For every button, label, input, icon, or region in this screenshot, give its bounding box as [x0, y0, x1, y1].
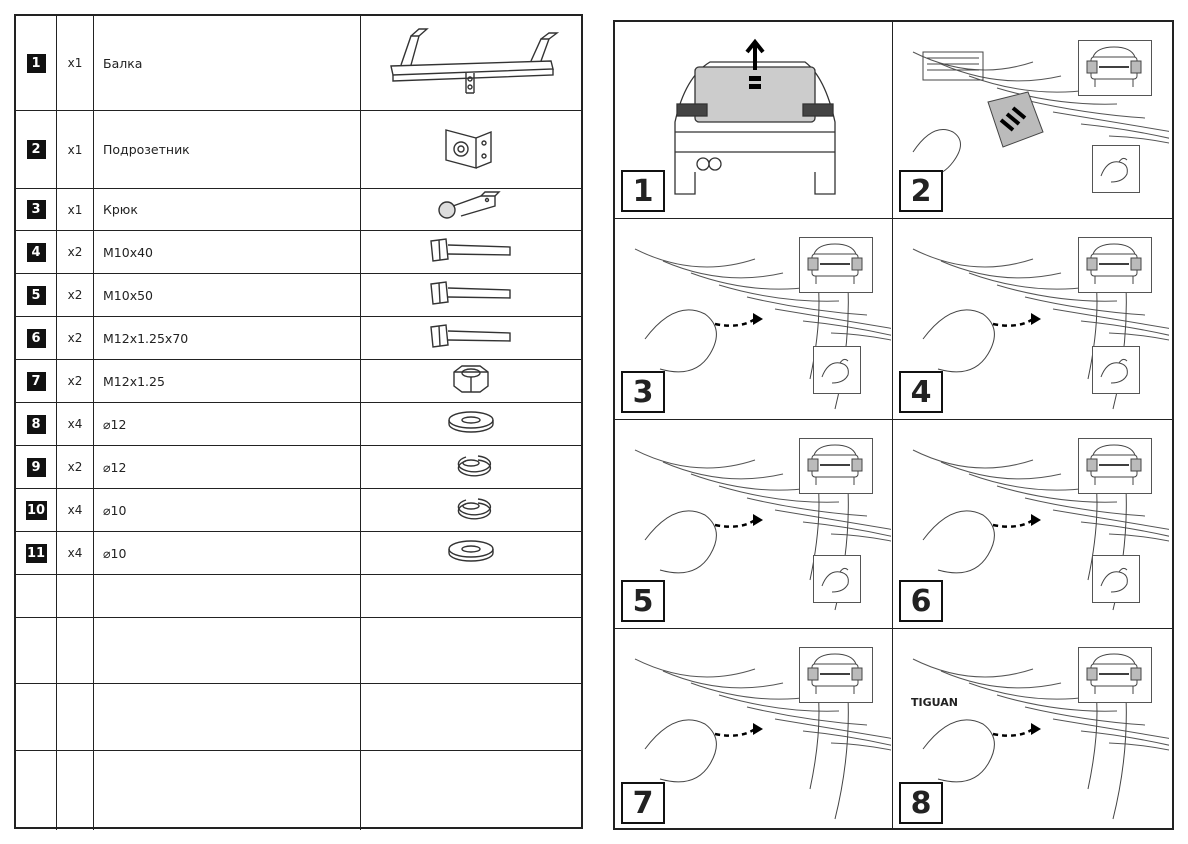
part-number-cell	[16, 16, 57, 110]
part-image-cell	[361, 446, 581, 488]
part-number: 6	[27, 329, 46, 348]
step-number: 4	[899, 371, 943, 413]
part-name	[94, 751, 361, 830]
hand-tool-thumbnail-icon	[813, 346, 861, 394]
part-number: 11	[26, 545, 46, 561]
washer-icon	[441, 538, 501, 568]
part-quantity: x2	[57, 317, 94, 359]
part-quantity: x1	[57, 16, 94, 110]
part-quantity: x1	[57, 189, 94, 230]
part-number-cell	[16, 360, 57, 402]
hand-tool-thumbnail-icon	[1092, 555, 1140, 603]
part-number-cell	[16, 231, 57, 273]
parts-row	[16, 231, 581, 274]
part-image-cell	[361, 16, 581, 110]
part-quantity: x2	[57, 360, 94, 402]
part-image-cell	[361, 618, 581, 683]
part-number-cell	[16, 403, 57, 445]
part-number-cell	[16, 751, 57, 830]
vehicle-location-thumbnail-icon	[799, 438, 873, 494]
part-number-cell	[16, 317, 57, 359]
part-number: 4	[27, 243, 46, 262]
parts-row	[16, 489, 581, 532]
part-name: M12x1.25	[94, 360, 361, 402]
spring-washer-icon	[446, 494, 496, 526]
part-quantity: x4	[57, 532, 94, 574]
part-number-cell	[16, 618, 57, 683]
part-number-cell	[16, 575, 57, 617]
part-number: 10	[26, 502, 46, 518]
hand-tool-thumbnail-icon	[813, 555, 861, 603]
part-quantity: x4	[57, 403, 94, 445]
part-name: ⌀10	[94, 489, 361, 531]
parts-table	[14, 14, 583, 829]
part-quantity: x2	[57, 274, 94, 316]
parts-row	[16, 274, 581, 317]
part-image-cell	[361, 317, 581, 359]
step-number: 1	[621, 170, 665, 212]
step-panel-4	[893, 219, 1172, 420]
parts-row	[16, 111, 581, 189]
part-number: 3	[27, 200, 46, 219]
spring-washer-icon	[446, 451, 496, 483]
washer-icon	[441, 409, 501, 439]
part-number-cell	[16, 532, 57, 574]
part-number-cell	[16, 684, 57, 750]
parts-row	[16, 189, 581, 231]
step-panel-3	[615, 219, 893, 420]
part-name: M10x40	[94, 231, 361, 273]
part-number: 8	[27, 415, 46, 434]
vehicle-location-thumbnail-icon	[799, 647, 873, 703]
hand-tool-thumbnail-icon	[1092, 145, 1140, 193]
part-number: 5	[27, 286, 46, 305]
parts-row	[16, 684, 581, 751]
part-image-cell	[361, 684, 581, 750]
part-image-cell	[361, 751, 581, 830]
parts-row	[16, 575, 581, 618]
part-number: 7	[27, 372, 46, 391]
parts-row	[16, 532, 581, 575]
part-quantity: x2	[57, 231, 94, 273]
parts-row	[16, 360, 581, 403]
step-number: 3	[621, 371, 665, 413]
part-name: M12x1.25x70	[94, 317, 361, 359]
part-image-cell	[361, 274, 581, 316]
parts-row	[16, 446, 581, 489]
part-number-cell	[16, 111, 57, 188]
part-image-cell	[361, 575, 581, 617]
part-name	[94, 684, 361, 750]
parts-row	[16, 403, 581, 446]
tow-ball-icon	[431, 188, 511, 232]
part-image-cell	[361, 111, 581, 188]
step-number: 7	[621, 782, 665, 824]
parts-row	[16, 618, 581, 684]
part-name: Подрозетник	[94, 111, 361, 188]
step-panel-2	[893, 22, 1172, 219]
part-image-cell	[361, 489, 581, 531]
part-image-cell	[361, 189, 581, 230]
vehicle-location-thumbnail-icon	[1078, 647, 1152, 703]
bolt-icon	[426, 235, 516, 269]
step-number: 8	[899, 782, 943, 824]
parts-row	[16, 16, 581, 111]
part-quantity	[57, 684, 94, 750]
part-number: 9	[27, 458, 46, 477]
part-name: ⌀10	[94, 532, 361, 574]
part-name	[94, 575, 361, 617]
step-number: 5	[621, 580, 665, 622]
part-quantity: x1	[57, 111, 94, 188]
vehicle-location-thumbnail-icon	[799, 237, 873, 293]
part-name: ⌀12	[94, 403, 361, 445]
step-panel-5	[615, 420, 893, 629]
part-image-cell	[361, 403, 581, 445]
tow-beam-icon	[371, 21, 571, 105]
hand-tool-thumbnail-icon	[1092, 346, 1140, 394]
part-number: 1	[27, 54, 46, 73]
part-number-cell	[16, 446, 57, 488]
vehicle-location-thumbnail-icon	[1078, 40, 1152, 96]
part-number-cell	[16, 274, 57, 316]
part-quantity: x2	[57, 446, 94, 488]
nut-icon	[446, 362, 496, 400]
bolt-icon	[426, 321, 516, 355]
part-name: ⌀12	[94, 446, 361, 488]
step-panel-7	[615, 629, 893, 830]
parts-row	[16, 751, 581, 830]
part-number-cell	[16, 189, 57, 230]
part-image-cell	[361, 231, 581, 273]
part-quantity	[57, 618, 94, 683]
part-name	[94, 618, 361, 683]
step-panel-1	[615, 22, 893, 219]
part-quantity: x4	[57, 489, 94, 531]
part-number: 2	[27, 140, 46, 159]
step-panel-8	[893, 629, 1172, 830]
part-image-cell	[361, 360, 581, 402]
bolt-icon	[426, 278, 516, 312]
model-label: TIGUAN	[911, 696, 958, 709]
step-number: 2	[899, 170, 943, 212]
step-number: 6	[899, 580, 943, 622]
part-number-cell	[16, 489, 57, 531]
installation-steps	[613, 20, 1174, 830]
step-panel-6	[893, 420, 1172, 629]
part-image-cell	[361, 532, 581, 574]
part-quantity	[57, 751, 94, 830]
socket-bracket-icon	[436, 118, 506, 182]
parts-row	[16, 317, 581, 360]
vehicle-location-thumbnail-icon	[1078, 438, 1152, 494]
part-name: Крюк	[94, 189, 361, 230]
vehicle-location-thumbnail-icon	[1078, 237, 1152, 293]
part-name: M10x50	[94, 274, 361, 316]
part-quantity	[57, 575, 94, 617]
part-name: Балка	[94, 16, 361, 110]
